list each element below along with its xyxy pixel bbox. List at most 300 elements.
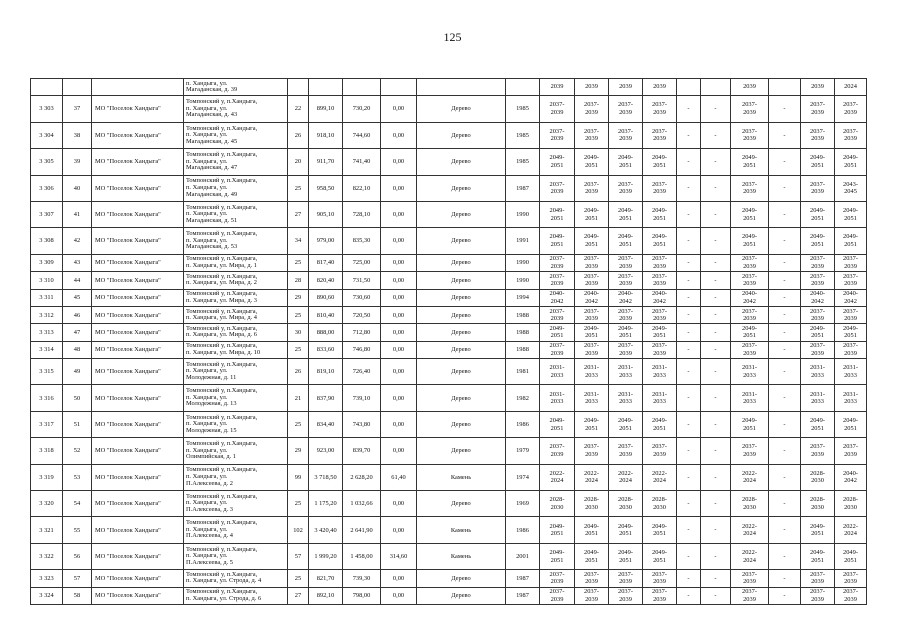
year-built-cell: 1988 <box>506 306 540 323</box>
repair-period-cell: 2037- 2039 <box>643 570 677 587</box>
repair-period-cell: 2028- 2030 <box>801 491 835 517</box>
nonresidential-area-cell: 0,00 <box>381 385 417 411</box>
repair-period-cell: - <box>701 341 731 358</box>
living-area-cell: 2 641,90 <box>343 517 381 543</box>
year-built-cell: 1990 <box>506 254 540 271</box>
repair-period-cell: 2043- 2045 <box>835 175 867 201</box>
total-area-cell: 837,90 <box>309 385 343 411</box>
repair-period-cell: 2028- 2030 <box>801 464 835 490</box>
repair-period-cell: 2037- 2039 <box>731 254 769 271</box>
nonresidential-area-cell: 0,00 <box>381 228 417 254</box>
repair-period-cell: - <box>769 491 801 517</box>
living-area-cell: 739,30 <box>343 570 381 587</box>
apartments-cell: 25 <box>288 306 309 323</box>
total-area-cell: 918,10 <box>309 122 343 148</box>
repair-period-cell: - <box>769 175 801 201</box>
repair-period-cell: - <box>677 272 701 289</box>
repair-period-cell: 2037- 2039 <box>609 122 643 148</box>
table-row <box>31 464 867 490</box>
apartments-cell: 30 <box>288 324 309 341</box>
repair-period-cell: - <box>769 122 801 148</box>
apartments-cell: 57 <box>288 543 309 569</box>
registry-number-cell: 3 308 <box>31 228 63 254</box>
row-number-cell: 40 <box>63 175 92 201</box>
repair-period-cell: 2037- 2039 <box>575 306 609 323</box>
repair-period-cell: 2031- 2033 <box>609 385 643 411</box>
total-area-cell: 821,70 <box>309 570 343 587</box>
repair-period-cell: 2049- 2051 <box>540 324 575 341</box>
table-row <box>31 411 867 437</box>
table-row <box>31 517 867 543</box>
living-area-cell: 746,80 <box>343 341 381 358</box>
row-number-cell: 54 <box>63 491 92 517</box>
address-cell: Томпонский у, п.Хандыга, п. Хандыга, ул. Молодежная, д. 11 <box>184 359 288 385</box>
repair-period-cell <box>701 79 731 96</box>
municipality-cell: МО "Поселок Хандыга" <box>92 359 184 385</box>
year-built-cell: 1981 <box>506 359 540 385</box>
repair-period-cell: 2049- 2051 <box>643 228 677 254</box>
repair-period-cell: - <box>701 464 731 490</box>
repair-period-cell: - <box>701 491 731 517</box>
total-area-cell: 3 718,50 <box>309 464 343 490</box>
repair-period-cell: 2049- 2051 <box>731 149 769 175</box>
registry-number-cell: 3 312 <box>31 306 63 323</box>
repair-period-cell: 2022- 2024 <box>643 464 677 490</box>
municipality-cell: МО "Поселок Хандыга" <box>92 385 184 411</box>
repair-period-cell: 2049- 2051 <box>643 411 677 437</box>
registry-number-cell: 3 313 <box>31 324 63 341</box>
repair-period-cell: 2031- 2033 <box>609 359 643 385</box>
year-built-cell: 1985 <box>506 122 540 148</box>
repair-period-cell: 2037- 2039 <box>731 587 769 604</box>
year-built-cell: 1986 <box>506 517 540 543</box>
repair-period-cell: 2049- 2051 <box>575 543 609 569</box>
repair-period-cell: 2049- 2051 <box>609 543 643 569</box>
repair-period-cell: - <box>677 517 701 543</box>
repair-period-cell: - <box>677 411 701 437</box>
repair-period-cell: 2031- 2033 <box>801 359 835 385</box>
repair-period-cell: - <box>677 491 701 517</box>
repair-period-cell: 2037- 2039 <box>731 306 769 323</box>
address-cell: п. Хандыга, ул. Магаданская, д. 39 <box>184 79 288 96</box>
municipality-cell: МО "Поселок Хандыга" <box>92 149 184 175</box>
repair-period-cell: 2037- 2039 <box>731 122 769 148</box>
repair-period-cell: 2031- 2033 <box>575 385 609 411</box>
table-row <box>31 96 867 122</box>
repair-period-cell: 2037- 2039 <box>835 438 867 464</box>
wall-material-cell <box>417 79 506 96</box>
repair-period-cell: 2037- 2039 <box>801 341 835 358</box>
row-number-cell: 41 <box>63 201 92 227</box>
apartments-cell: 102 <box>288 517 309 543</box>
municipality-cell: МО "Поселок Хандыга" <box>92 228 184 254</box>
nonresidential-area-cell: 0,00 <box>381 149 417 175</box>
repair-period-cell: 2039 <box>609 79 643 96</box>
address-cell: Томпонский у, п.Хандыга, п. Хандыга, ул. П.Алексеева, д. 2 <box>184 464 288 490</box>
repair-period-cell: 2028- 2030 <box>731 491 769 517</box>
repair-period-cell: 2049- 2051 <box>801 324 835 341</box>
repair-period-cell: 2049- 2051 <box>731 324 769 341</box>
municipality-cell: МО "Поселок Хандыга" <box>92 438 184 464</box>
repair-period-cell: 2049- 2051 <box>575 324 609 341</box>
repair-period-cell: - <box>701 175 731 201</box>
row-number-cell: 53 <box>63 464 92 490</box>
repair-period-cell: - <box>769 306 801 323</box>
nonresidential-area-cell: 0,00 <box>381 491 417 517</box>
repair-period-cell: 2028- 2030 <box>643 491 677 517</box>
table-row <box>31 254 867 271</box>
repair-period-cell: 2037- 2039 <box>575 438 609 464</box>
total-area-cell <box>309 79 343 96</box>
apartments-cell: 22 <box>288 96 309 122</box>
repair-period-cell: 2031- 2033 <box>643 385 677 411</box>
registry-number-cell <box>31 79 63 96</box>
table-row <box>31 570 867 587</box>
municipality-cell: МО "Поселок Хандыга" <box>92 324 184 341</box>
repair-period-cell: 2040- 2042 <box>643 289 677 306</box>
address-cell: Томпонский у, п.Хандыга, п. Хандыга, ул. Мира, д. 4 <box>184 306 288 323</box>
repair-period-cell: 2037- 2039 <box>835 272 867 289</box>
registry-number-cell: 3 309 <box>31 254 63 271</box>
wall-material-cell: Дерево <box>417 96 506 122</box>
table-row <box>31 79 867 96</box>
repair-period-cell: 2037- 2039 <box>609 587 643 604</box>
year-built-cell: 1987 <box>506 587 540 604</box>
repair-period-cell: - <box>677 175 701 201</box>
repair-period-cell: 2037- 2039 <box>643 341 677 358</box>
address-cell: Томпонский у, п.Хандыга, п. Хандыга, ул. П.Алексеева, д. 3 <box>184 491 288 517</box>
repair-period-cell: 2049- 2051 <box>801 228 835 254</box>
repair-period-cell: - <box>677 438 701 464</box>
repair-period-cell: 2037- 2039 <box>643 175 677 201</box>
registry-number-cell: 3 322 <box>31 543 63 569</box>
row-number-cell: 44 <box>63 272 92 289</box>
repair-period-cell: 2040- 2042 <box>801 289 835 306</box>
row-number-cell: 43 <box>63 254 92 271</box>
registry-number-cell: 3 318 <box>31 438 63 464</box>
repair-period-cell: 2037- 2039 <box>575 96 609 122</box>
wall-material-cell: Дерево <box>417 122 506 148</box>
living-area-cell: 1 032,66 <box>343 491 381 517</box>
repair-period-cell: 2037- 2039 <box>643 122 677 148</box>
registry-number-cell: 3 307 <box>31 201 63 227</box>
repair-period-cell: 2037- 2039 <box>609 96 643 122</box>
repair-period-cell: - <box>701 543 731 569</box>
registry-number-cell: 3 319 <box>31 464 63 490</box>
repair-period-cell: 2037- 2039 <box>575 272 609 289</box>
repair-period-cell: 2037- 2039 <box>643 254 677 271</box>
nonresidential-area-cell: 0,00 <box>381 122 417 148</box>
row-number-cell: 45 <box>63 289 92 306</box>
address-cell: Томпонский у, п.Хандыга, п. Хандыга, ул. Магаданская, д. 49 <box>184 175 288 201</box>
apartments-cell: 21 <box>288 385 309 411</box>
row-number-cell: 37 <box>63 96 92 122</box>
apartments-cell: 26 <box>288 359 309 385</box>
repair-period-cell: - <box>701 359 731 385</box>
repair-period-cell: - <box>701 96 731 122</box>
total-area-cell: 3 420,40 <box>309 517 343 543</box>
nonresidential-area-cell: 0,00 <box>381 411 417 437</box>
repair-period-cell: 2049- 2051 <box>609 228 643 254</box>
repair-period-cell: 2037- 2039 <box>835 587 867 604</box>
repair-period-cell: 2037- 2039 <box>609 254 643 271</box>
table-row <box>31 587 867 604</box>
row-number-cell: 39 <box>63 149 92 175</box>
address-cell: Томпонский у, п.Хандыга, п. Хандыга, ул. Мира, д. 6 <box>184 324 288 341</box>
year-built-cell: 1987 <box>506 570 540 587</box>
repair-period-cell: 2040- 2042 <box>609 289 643 306</box>
municipality-cell: МО "Поселок Хандыга" <box>92 491 184 517</box>
repair-period-cell: - <box>677 228 701 254</box>
wall-material-cell: Дерево <box>417 306 506 323</box>
repair-period-cell: 2049- 2051 <box>835 411 867 437</box>
repair-period-cell: 2040- 2042 <box>835 289 867 306</box>
municipality-cell <box>92 79 184 96</box>
repair-period-cell: - <box>677 587 701 604</box>
repair-period-cell: - <box>701 411 731 437</box>
repair-period-cell: 2049- 2051 <box>731 411 769 437</box>
repair-period-cell: - <box>701 149 731 175</box>
repair-period-cell: 2049- 2051 <box>801 149 835 175</box>
total-area-cell: 819,10 <box>309 359 343 385</box>
repair-period-cell: 2049- 2051 <box>575 517 609 543</box>
table-row <box>31 306 867 323</box>
wall-material-cell: Дерево <box>417 272 506 289</box>
nonresidential-area-cell: 0,00 <box>381 517 417 543</box>
apartments-cell: 29 <box>288 438 309 464</box>
registry-number-cell: 3 306 <box>31 175 63 201</box>
living-area-cell: 728,10 <box>343 201 381 227</box>
repair-period-cell: 2031- 2033 <box>540 385 575 411</box>
wall-material-cell: Дерево <box>417 201 506 227</box>
wall-material-cell: Дерево <box>417 385 506 411</box>
repair-period-cell: - <box>677 289 701 306</box>
repair-period-cell: 2037- 2039 <box>801 438 835 464</box>
repair-period-cell: - <box>701 570 731 587</box>
row-number-cell: 58 <box>63 587 92 604</box>
repair-period-cell: 2037- 2039 <box>609 341 643 358</box>
table-row <box>31 359 867 385</box>
nonresidential-area-cell: 0,00 <box>381 587 417 604</box>
repair-period-cell: - <box>701 272 731 289</box>
nonresidential-area-cell: 314,60 <box>381 543 417 569</box>
municipality-cell: МО "Поселок Хандыга" <box>92 289 184 306</box>
repair-period-cell: - <box>769 324 801 341</box>
repair-period-cell: 2031- 2033 <box>835 359 867 385</box>
repair-period-cell: 2049- 2051 <box>540 543 575 569</box>
year-built-cell: 1991 <box>506 228 540 254</box>
repair-period-cell: 2022- 2024 <box>731 543 769 569</box>
year-built-cell: 1985 <box>506 149 540 175</box>
municipality-cell: МО "Поселок Хандыга" <box>92 517 184 543</box>
apartments-cell: 25 <box>288 175 309 201</box>
municipality-cell: МО "Поселок Хандыга" <box>92 201 184 227</box>
living-area-cell: 743,80 <box>343 411 381 437</box>
repair-period-cell: 2037- 2039 <box>731 175 769 201</box>
repair-period-cell: - <box>677 122 701 148</box>
year-built-cell: 1974 <box>506 464 540 490</box>
table-row <box>31 149 867 175</box>
living-area-cell: 741,40 <box>343 149 381 175</box>
repair-period-cell <box>677 79 701 96</box>
total-area-cell: 905,10 <box>309 201 343 227</box>
address-cell: Томпонский у, п.Хандыга, п. Хандыга, ул. П.Алексеева, д. 5 <box>184 543 288 569</box>
apartments-cell <box>288 79 309 96</box>
year-built-cell: 1990 <box>506 201 540 227</box>
repair-period-cell: - <box>769 385 801 411</box>
municipality-cell: МО "Поселок Хандыга" <box>92 306 184 323</box>
address-cell: Томпонский у, п.Хандыга, п. Хандыга, ул. Мира, д. 3 <box>184 289 288 306</box>
total-area-cell: 979,00 <box>309 228 343 254</box>
living-area-cell: 744,60 <box>343 122 381 148</box>
registry-number-cell: 3 311 <box>31 289 63 306</box>
total-area-cell: 911,70 <box>309 149 343 175</box>
address-cell: Томпонский у, п.Хандыга, п. Хандыга, ул. Магаданская, д. 53 <box>184 228 288 254</box>
municipality-cell: МО "Поселок Хандыга" <box>92 570 184 587</box>
living-area-cell: 798,00 <box>343 587 381 604</box>
repair-period-cell: - <box>677 96 701 122</box>
repair-period-cell: 2049- 2051 <box>731 228 769 254</box>
row-number-cell: 46 <box>63 306 92 323</box>
row-number-cell: 38 <box>63 122 92 148</box>
nonresidential-area-cell: 0,00 <box>381 341 417 358</box>
address-cell: Томпонский у, п.Хандыга, п. Хандыга, ул. П.Алексеева, д. 4 <box>184 517 288 543</box>
apartments-cell: 28 <box>288 272 309 289</box>
registry-number-cell: 3 321 <box>31 517 63 543</box>
wall-material-cell: Камень <box>417 543 506 569</box>
repair-period-cell: - <box>701 228 731 254</box>
wall-material-cell: Дерево <box>417 359 506 385</box>
total-area-cell: 958,50 <box>309 175 343 201</box>
repair-period-cell: - <box>701 587 731 604</box>
table-row <box>31 289 867 306</box>
row-number-cell: 48 <box>63 341 92 358</box>
total-area-cell: 899,10 <box>309 96 343 122</box>
repair-period-cell: 2037- 2039 <box>575 122 609 148</box>
nonresidential-area-cell: 0,00 <box>381 438 417 464</box>
municipality-cell: МО "Поселок Хандыга" <box>92 272 184 289</box>
repair-period-cell: - <box>769 341 801 358</box>
address-cell: Томпонский у, п.Хандыга, п. Хандыга, ул. Молодежная, д. 13 <box>184 385 288 411</box>
table-row <box>31 272 867 289</box>
apartments-cell: 25 <box>288 491 309 517</box>
repair-period-cell: 2022- 2024 <box>609 464 643 490</box>
table-row <box>31 341 867 358</box>
living-area-cell: 712,80 <box>343 324 381 341</box>
repair-period-cell: 2037- 2039 <box>609 272 643 289</box>
repair-period-cell: - <box>769 464 801 490</box>
registry-number-cell: 3 316 <box>31 385 63 411</box>
apartments-cell: 20 <box>288 149 309 175</box>
repair-period-cell: - <box>677 543 701 569</box>
nonresidential-area-cell: 0,00 <box>381 324 417 341</box>
repair-period-cell: 2037- 2039 <box>731 272 769 289</box>
repair-period-cell: - <box>701 438 731 464</box>
repair-period-cell: - <box>701 289 731 306</box>
table-row <box>31 385 867 411</box>
registry-number-cell: 3 304 <box>31 122 63 148</box>
total-area-cell: 923,00 <box>309 438 343 464</box>
repair-period-cell: 2039 <box>540 79 575 96</box>
repair-period-cell: 2022- 2024 <box>835 517 867 543</box>
living-area-cell: 730,60 <box>343 289 381 306</box>
address-cell: Томпонский у, п.Хандыга, п. Хандыга, ул. Магаданская, д. 51 <box>184 201 288 227</box>
repair-period-cell: 2022- 2024 <box>540 464 575 490</box>
repair-period-cell: 2037- 2039 <box>643 587 677 604</box>
living-area-cell: 839,70 <box>343 438 381 464</box>
municipality-cell: МО "Поселок Хандыга" <box>92 254 184 271</box>
row-number-cell: 42 <box>63 228 92 254</box>
repair-period-cell: 2031- 2033 <box>575 359 609 385</box>
repair-period-cell: 2028- 2030 <box>835 491 867 517</box>
repair-period-cell: - <box>677 149 701 175</box>
municipality-cell: МО "Поселок Хандыга" <box>92 587 184 604</box>
repair-period-cell: 2049- 2051 <box>540 517 575 543</box>
total-area-cell: 817,40 <box>309 254 343 271</box>
repair-period-cell: 2022- 2024 <box>731 517 769 543</box>
repair-period-cell: 2028- 2030 <box>540 491 575 517</box>
repair-period-cell: - <box>769 587 801 604</box>
year-built-cell: 1986 <box>506 411 540 437</box>
repair-period-cell: 2037- 2039 <box>540 96 575 122</box>
repair-period-cell: 2037- 2039 <box>540 306 575 323</box>
repair-period-cell: 2037- 2039 <box>575 570 609 587</box>
repair-period-cell: 2037- 2039 <box>801 587 835 604</box>
nonresidential-area-cell: 0,00 <box>381 289 417 306</box>
repair-period-cell: 2049- 2051 <box>643 324 677 341</box>
repair-period-cell: 2037- 2039 <box>540 341 575 358</box>
repair-period-cell: - <box>701 306 731 323</box>
year-built-cell: 1987 <box>506 175 540 201</box>
repair-period-cell: - <box>677 385 701 411</box>
repair-period-cell: 2037- 2039 <box>835 122 867 148</box>
repair-period-cell: - <box>701 385 731 411</box>
registry-number-cell: 3 323 <box>31 570 63 587</box>
repair-period-cell: - <box>769 272 801 289</box>
municipality-cell: МО "Поселок Хандыга" <box>92 122 184 148</box>
repair-period-cell: 2037- 2039 <box>540 175 575 201</box>
repair-period-cell: 2037- 2039 <box>731 341 769 358</box>
repair-period-cell: 2049- 2051 <box>540 228 575 254</box>
total-area-cell: 820,40 <box>309 272 343 289</box>
apartments-cell: 25 <box>288 341 309 358</box>
repair-period-cell: 2049- 2051 <box>801 201 835 227</box>
repair-period-cell: - <box>701 201 731 227</box>
apartments-cell: 99 <box>288 464 309 490</box>
address-cell: Томпонский у, п.Хандыга, п. Хандыга, ул. Магаданская, д. 47 <box>184 149 288 175</box>
repair-period-cell: 2049- 2051 <box>540 149 575 175</box>
nonresidential-area-cell: 0,00 <box>381 254 417 271</box>
living-area-cell: 726,40 <box>343 359 381 385</box>
repair-period-cell: - <box>677 341 701 358</box>
wall-material-cell: Дерево <box>417 491 506 517</box>
living-area-cell: 1 458,00 <box>343 543 381 569</box>
repair-period-cell: - <box>677 324 701 341</box>
repair-period-cell: 2022- 2024 <box>575 464 609 490</box>
repair-period-cell: - <box>769 411 801 437</box>
repair-period-cell: 2037- 2039 <box>609 306 643 323</box>
nonresidential-area-cell <box>381 79 417 96</box>
repair-period-cell: 2037- 2039 <box>801 570 835 587</box>
housing-register-table <box>30 78 867 605</box>
repair-period-cell: 2049- 2051 <box>575 228 609 254</box>
repair-period-cell: 2049- 2051 <box>609 517 643 543</box>
table-row <box>31 201 867 227</box>
table-row <box>31 175 867 201</box>
row-number-cell: 57 <box>63 570 92 587</box>
repair-period-cell: 2049- 2051 <box>609 324 643 341</box>
municipality-cell: МО "Поселок Хандыга" <box>92 341 184 358</box>
